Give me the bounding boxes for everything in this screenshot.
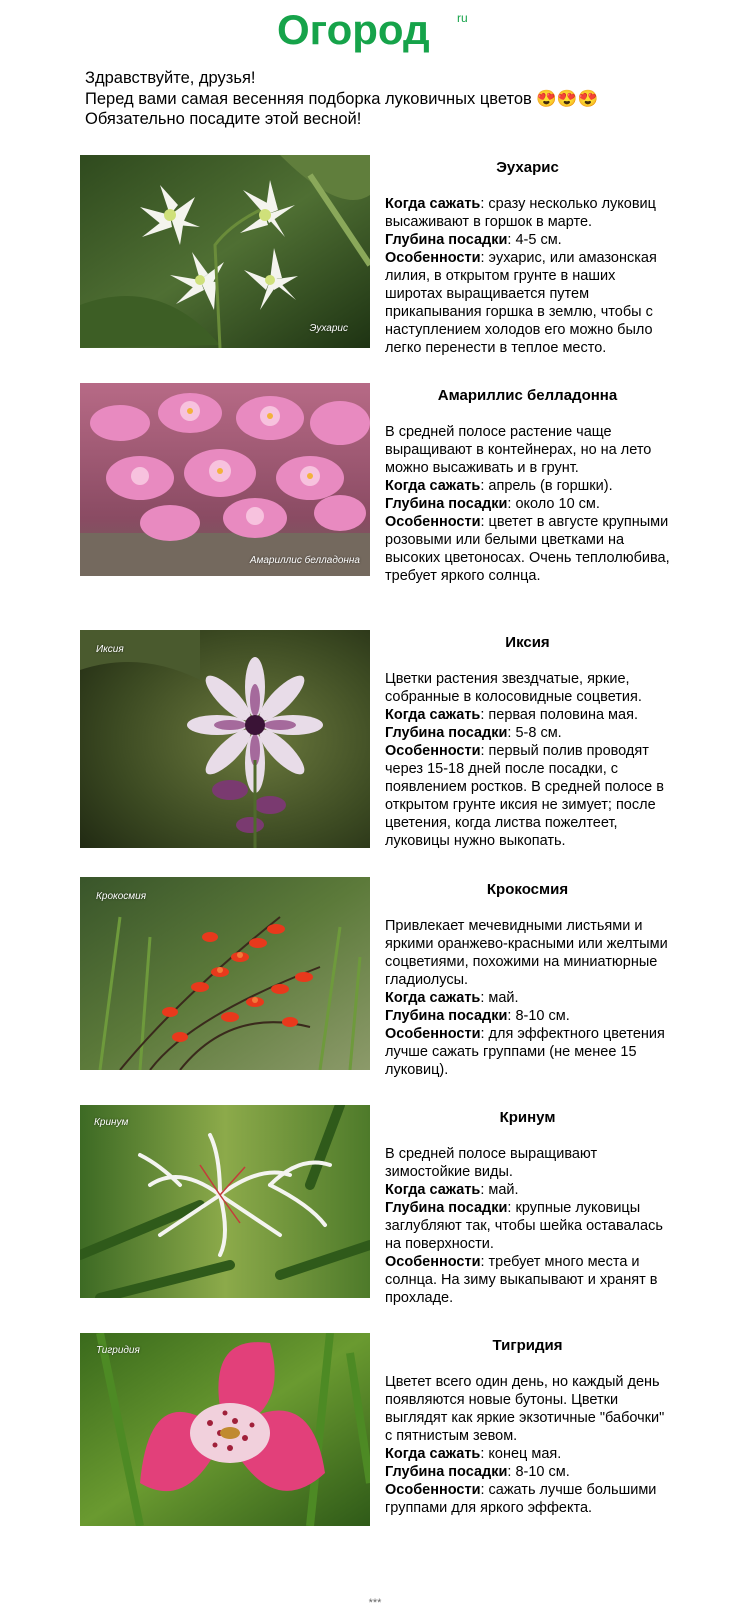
logo-text: Огород xyxy=(277,8,430,53)
intro-text: Перед вами самая весенняя подборка луковичных цветов 😍😍😍 xyxy=(85,89,599,108)
footer-separator: *** xyxy=(368,1597,382,1609)
photo-caption: Эухарис xyxy=(309,323,348,334)
when-line: Когда сажать: май. xyxy=(385,990,519,1006)
flower-photo[interactable] xyxy=(80,383,370,576)
features-line: Особенности: цветет в августе крупными розовыми или белыми цветками на высоких цветоносах. Очень теплолюбива, требует яркого солнца. xyxy=(385,514,670,584)
flower-description xyxy=(385,634,670,850)
flower-description xyxy=(385,1337,670,1517)
flower-title: Тигридия xyxy=(492,1337,563,1354)
features-line: Особенности: сажать лучше большими группами для яркого эффекта. xyxy=(385,1482,657,1516)
intro-line: Цветет всего один день, но каждый день появляются новые бутоны. Цветки выглядят как яркие экзотичные "бабочки" с пятнистым зевом. xyxy=(385,1374,665,1444)
flower-photo[interactable] xyxy=(80,630,370,848)
photo-caption: Кринум xyxy=(94,1117,129,1128)
depth-line: Глубина посадки: 4-5 см. xyxy=(385,232,562,248)
photo-caption: Амариллис белладонна xyxy=(249,555,360,566)
photo-caption: Крокосмия xyxy=(96,891,147,902)
intro-line: Привлекает мечевидными листьями и яркими оранжево-красными или желтыми соцветиями, похожими на миниатюрные гладиолусы. xyxy=(385,918,668,988)
when-line: Когда сажать: конец мая. xyxy=(385,1446,562,1462)
when-line: Когда сажать: сразу несколько луковиц высаживают в горшок в марте. xyxy=(385,196,656,230)
logo-suffix: ru xyxy=(457,11,468,25)
photo-caption: Тигридия xyxy=(96,1345,140,1356)
depth-line: Глубина посадки: около 10 см. xyxy=(385,496,600,512)
features-line: Особенности: эухарис, или амазонская лилия, в открытом грунте в наших широтах выращивается путем прикапывания горшка в землю, чтобы с наступлением холодов его можно было легко перенести в теплое место. xyxy=(385,250,657,356)
flower-description xyxy=(385,881,670,1079)
depth-line: Глубина посадки: крупные луковицы заглубляют так, чтобы шейка оставалась на поверхности. xyxy=(385,1200,663,1252)
flower-title: Кринум xyxy=(499,1109,556,1126)
when-line: Когда сажать: май. xyxy=(385,1182,519,1198)
flower-title: Иксия xyxy=(505,634,550,651)
intro-line: В средней полосе растение чаще выращивают в контейнерах, но на лето можно высаживать и в грунт. xyxy=(385,424,652,476)
depth-line: Глубина посадки: 8-10 см. xyxy=(385,1008,570,1024)
when-line: Когда сажать: апрель (в горшки). xyxy=(385,478,613,494)
flower-description xyxy=(385,1109,670,1307)
depth-line: Глубина посадки: 8-10 см. xyxy=(385,1464,570,1480)
features-line: Особенности: первый полив проводят через 15-18 дней после посадки, с появлением ростков. В средней полосе в открытом грунте иксия не зимует; после цветения, когда листва пожелтеет, луковицы нужно выкопать. xyxy=(385,743,664,849)
features-line: Особенности: требует много места и солнца. На зиму выкапывают и хранят в прохладе. xyxy=(385,1254,658,1306)
flower-photo[interactable] xyxy=(80,155,370,348)
features-line: Особенности: для эффектного цветения лучше сажать группами (не менее 15 луковиц). xyxy=(385,1026,665,1078)
when-line: Когда сажать: первая половина мая. xyxy=(385,707,638,723)
intro-call: Обязательно посадите этой весной! xyxy=(85,110,362,128)
flower-photo[interactable] xyxy=(80,1333,370,1526)
greeting: Здравствуйте, друзья! xyxy=(85,69,256,87)
flower-photo[interactable] xyxy=(80,877,370,1070)
flower-title: Крокосмия xyxy=(486,881,569,898)
flower-title: Амариллис белладонна xyxy=(437,387,618,404)
flower-photo[interactable] xyxy=(80,1105,370,1298)
intro-line: Цветки растения звездчатые, яркие, собранные в колосовидные соцветия. xyxy=(385,671,642,705)
intro-block xyxy=(85,68,685,130)
flower-description xyxy=(385,159,670,357)
site-logo[interactable] xyxy=(0,8,750,59)
flower-title: Эухарис xyxy=(496,159,559,176)
flower-description xyxy=(385,387,670,585)
ogorod-logo xyxy=(275,8,475,54)
photo-caption: Иксия xyxy=(96,644,124,655)
depth-line: Глубина посадки: 5-8 см. xyxy=(385,725,562,741)
intro-line: В средней полосе выращивают зимостойкие виды. xyxy=(385,1146,598,1180)
